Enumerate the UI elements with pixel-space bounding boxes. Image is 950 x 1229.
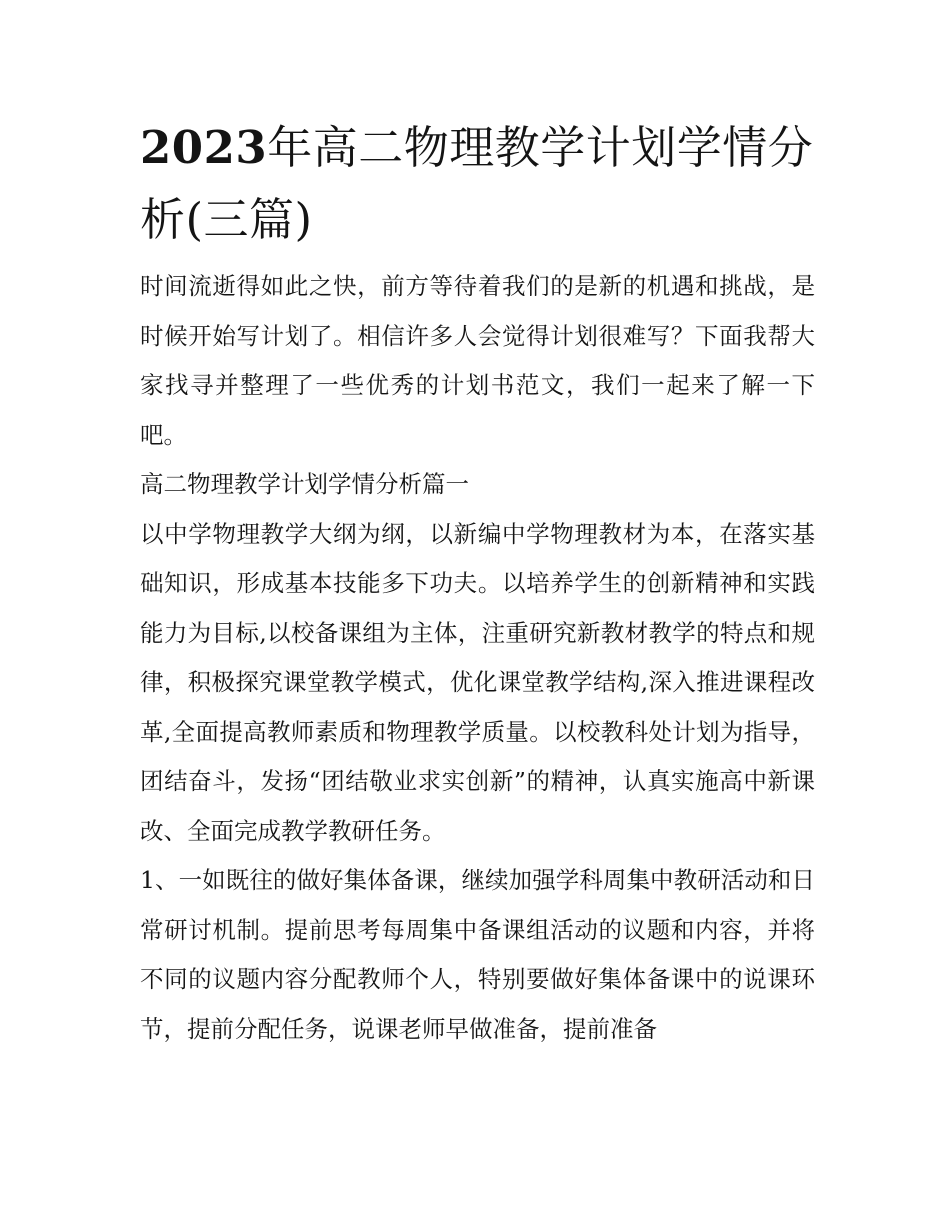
list-item-1: 1、一如既往的做好集体备课，继续加强学科周集中教研活动和日常研讨机制。提前思考每周集中备课组活动的议题和内容，并将不同的议题内容分配教师个人，特别要做好集体备课中的说课环节，提前分配任务，说课老师早做准备，提前准备 bbox=[140, 866, 815, 1043]
title-year: 2023 bbox=[140, 121, 268, 174]
intro-paragraph: 时间流逝得如此之快，前方等待着我们的是新的机遇和挑战，是时候开始写计划了。相信许多人会觉得计划很难写？下面我帮大家找寻并整理了一些优秀的计划书范文，我们一起来了解一下吧。 bbox=[140, 272, 815, 449]
body-paragraph: 以中学物理教学大纲为纲，以新编中学物理教材为本，在落实基础知识，形成基本技能多下功夫。以培养学生的创新精神和实践能力为目标,以校备课组为主体，注重研究新教材教学的特点和规律，积极探究课堂教学模式，优化课堂教学结构,深入推进课程改革,全面提高教师素质和物理教学质量。以校教科处计划为指导，团结奋斗，发扬“团结敬业求实创新”的精神，认真实施高中新课改、全面完成教学教研任务。 bbox=[140, 519, 815, 845]
section-heading: 高二物理教学计划学情分析篇一 bbox=[140, 470, 469, 498]
document-body bbox=[140, 112, 815, 1054]
document-title bbox=[140, 112, 815, 256]
title-text: 年高二物理教学计划学情分析(三篇) bbox=[140, 121, 814, 246]
